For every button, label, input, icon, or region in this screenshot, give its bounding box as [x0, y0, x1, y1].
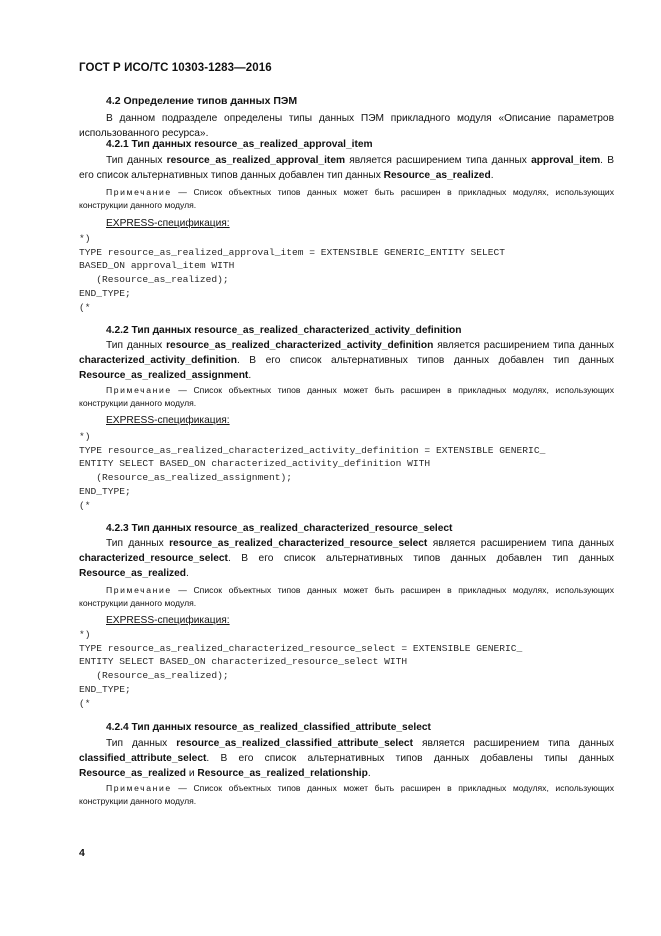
note-label: Примечание	[106, 385, 172, 395]
subsection-title-4-2-4: 4.2.4 Тип данных resource_as_realized_classified_attribute_select	[106, 722, 431, 733]
note-label: Примечание	[106, 783, 172, 793]
subsection-paragraph-4-2-2: Тип данных resource_as_realized_characterized_activity_definition является расширением типа данных characterized_activity_definition. В его список альтернативных типов данных добавлен тип данных Resource_as_realized_assignment.	[79, 340, 615, 381]
code-block-4-2-3: *) TYPE resource_as_realized_characterized_resource_select = EXTENSIBLE GENERIC_ ENTITY SELECT BASED_ON characterized_resource_select WITH (Resource_as_realized); END_TYPE; (*	[79, 629, 523, 709]
express-label-4-2-3: EXPRESS-спецификация:	[106, 615, 230, 626]
subsection-paragraph-4-2-4: Тип данных resource_as_realized_classified_attribute_select является расширением типа данных classified_attribute_select. В его список альтернативных типов данных добавлены типы данных Resource_as_realized и Resource_as_realized_relationship.	[79, 738, 615, 779]
note-4-2-3: Примечание — Список объектных типов данных может быть расширен в прикладных модулях, использующих конструкции данного модуля.	[79, 585, 615, 608]
note-label: Примечание	[106, 187, 172, 197]
subsection-paragraph-4-2-3: Тип данных resource_as_realized_characterized_resource_select является расширением типа данных characterized_resource_select. В его список альтернативных типов данных добавлен тип данных Resource_as_realized.	[79, 538, 615, 579]
subsection-title-4-2-1: 4.2.1 Тип данных resource_as_realized_approval_item	[106, 139, 373, 150]
express-label-4-2-1: EXPRESS-спецификация:	[106, 218, 230, 229]
subsection-title-4-2-2: 4.2.2 Тип данных resource_as_realized_characterized_activity_definition	[106, 325, 462, 336]
note-label: Примечание	[106, 585, 172, 595]
code-block-4-2-2: *) TYPE resource_as_realized_characterized_activity_definition = EXTENSIBLE GENERIC_ ENTITY SELECT BASED_ON characterized_activity_definition WITH (Resource_as_realized_assignment); END_TYPE; (*	[79, 431, 546, 511]
code-block-4-2-1: *) TYPE resource_as_realized_approval_item = EXTENSIBLE GENERIC_ENTITY SELECT BASED_ON approval_item WITH (Resource_as_realized); END_TYPE; (*	[79, 233, 506, 313]
intro-paragraph: В данном подразделе определены типы данных ПЭМ прикладного модуля «Описание параметров использованного ресурса».	[79, 113, 614, 139]
note-4-2-1: Примечание — Список объектных типов данных может быть расширен в прикладных модулях, использующих конструкции данного модуля.	[79, 187, 615, 210]
note-4-2-4: Примечание — Список объектных типов данных может быть расширен в прикладных модулях, использующих конструкции данного модуля.	[79, 783, 615, 806]
note-4-2-2: Примечание — Список объектных типов данных может быть расширен в прикладных модулях, использующих конструкции данного модуля.	[79, 385, 615, 408]
document-header: ГОСТ Р ИСО/ТС 10303-1283—2016	[79, 62, 272, 74]
subsection-title-4-2-3: 4.2.3 Тип данных resource_as_realized_characterized_resource_select	[106, 523, 453, 534]
section-title: 4.2 Определение типов данных ПЭМ	[106, 95, 298, 107]
subsection-paragraph-4-2-1: Тип данных resource_as_realized_approval_item является расширением типа данных approval_item. В его список альтернативных типов данных добавлен тип данных Resource_as_realized.	[79, 155, 614, 181]
express-label-4-2-2: EXPRESS-спецификация:	[106, 415, 230, 426]
page-number: 4	[79, 847, 85, 859]
